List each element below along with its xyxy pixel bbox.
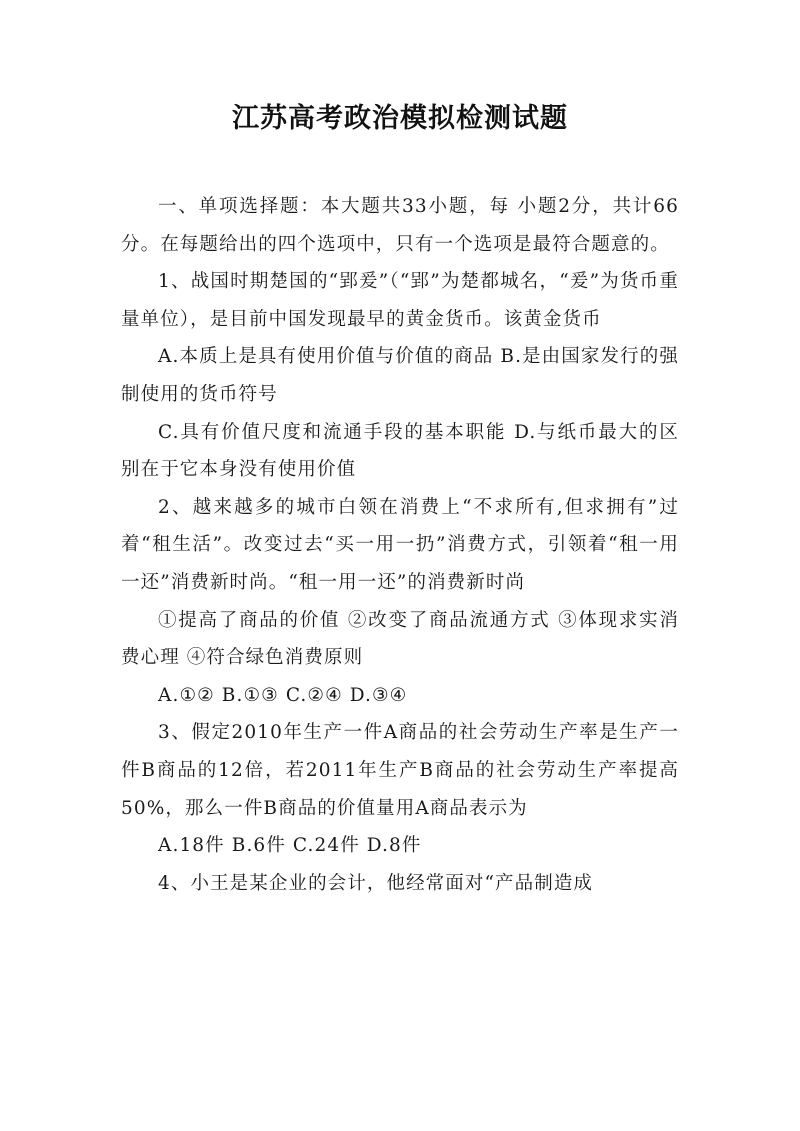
- question-2-options: A.①② B.①③ C.②④ D.③④: [158, 684, 408, 706]
- document-body: [121, 188, 679, 902]
- question-1-options-ab: A.本质上是具有使用价值与价值的商品 B.是由国家发行的强制使用的货币符号: [121, 346, 679, 405]
- question-1-stem: 1、战国时期楚国的“郢爰”（“郢”为楚都城名，“爰”为货币重量单位），是目前中国发现最早的黄金货币。该黄金货币: [121, 271, 679, 330]
- question-1-options-cd: C.具有价值尺度和流通手段的基本职能 D.与纸币最大的区别在于它本身没有使用价值: [121, 421, 679, 481]
- document-title: 江苏高考政治模拟检测试题: [232, 103, 568, 134]
- question-2-stem: 2、越来越多的城市白领在消费上“不求所有,但求拥有”过着“租生活”。改变过去“买一用一扔”消费方式，引领着“租一用一还”消费新时尚。“租一用一还”的消费新时尚: [121, 496, 679, 593]
- question-3-options: A.18件 B.6件 C.24件 D.8件: [158, 835, 422, 857]
- section-heading-paragraph: 一、单项选择题：本大题共33小题，每 小题2分，共计66分。在每题给出的四个选项中，只有一个选项是最符合题意的。: [121, 196, 679, 255]
- question-4-stem: 4、小王是某企业的会计，他经常面对“产品制造成: [158, 872, 594, 894]
- question-3-stem: 3、假定2010年生产一件A商品的社会劳动生产率是生产一件B商品的12倍，若2011年生产B商品的社会劳动生产率提高50%，那么一件B商品的价值量用A商品表示为: [121, 722, 679, 819]
- question-2-statements: ①提高了商品的价值 ②改变了商品流通方式 ③体现求实消费心理 ④符合绿色消费原则: [121, 609, 679, 669]
